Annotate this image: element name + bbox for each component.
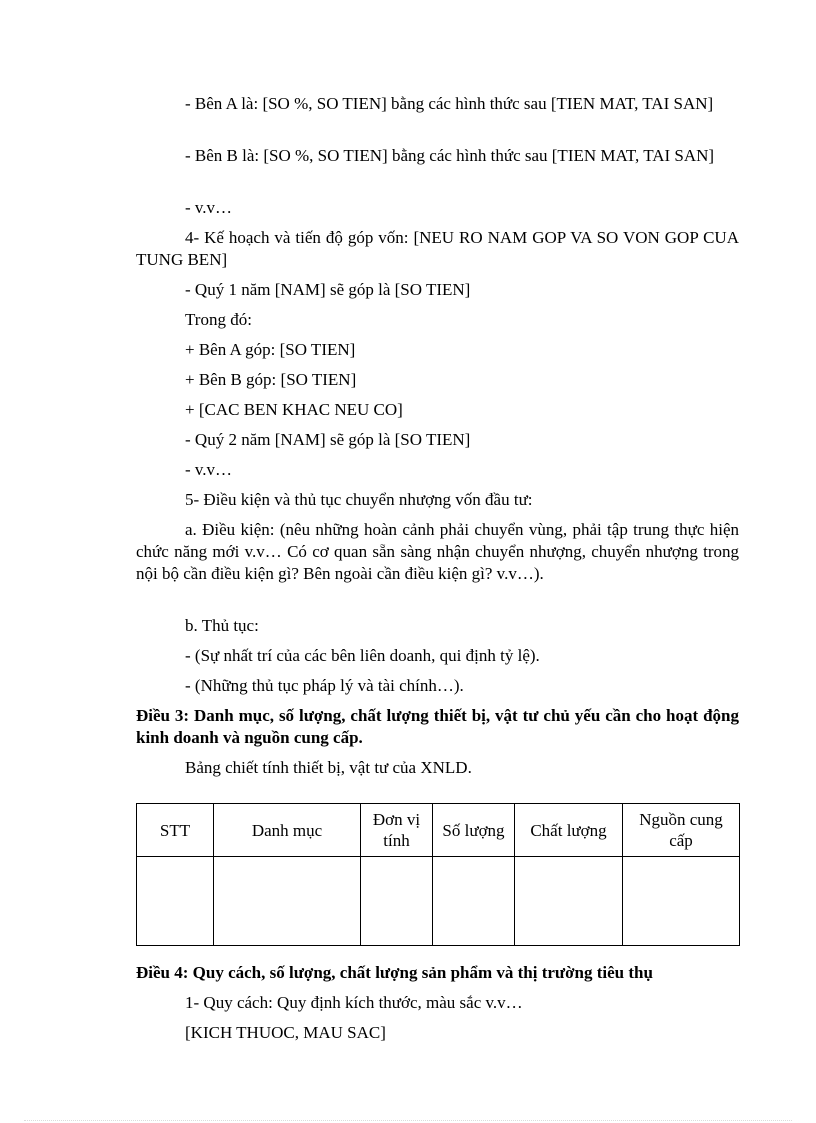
- table-row: [137, 857, 740, 946]
- table-cell: [433, 857, 515, 946]
- paragraph-dieu-kien: a. Điều kiện: (nêu những hoàn cảnh phải chuyển vùng, phải tập trung thực hiện chức năng mới v.v… Có cơ quan sẵn sàng nhận chuyển nhượng, chuyển nhượng trong nội bộ cần điều kiện gì? Bên ngoài cần điều kiện gì? v.v…).: [136, 520, 739, 583]
- heading-dieu-3: Điều 3: Danh mục, số lượng, chất lượng thiết bị, vật tư chủ yếu cần cho hoạt động kinh doanh và nguồn cung cấp.: [136, 706, 739, 747]
- paragraph-su-nhat-tri: - (Sự nhất trí của các bên liên doanh, qui định tỷ lệ).: [185, 646, 540, 665]
- table-header-row: [137, 804, 740, 857]
- paragraph-ben-a: - Bên A là: [SO %, SO TIEN] bằng các hình thức sau [TIEN MAT, TAI SAN]: [185, 94, 714, 113]
- document-page: [136, 93, 739, 1044]
- paragraph-quy-cach: 1- Quy cách: Quy định kích thước, màu sắc v.v…: [185, 993, 523, 1012]
- table-cell: [214, 857, 361, 946]
- paragraph-bang-chiet-tinh: Bảng chiết tính thiết bị, vật tư của XNLD.: [185, 758, 472, 777]
- table-cell: [515, 857, 623, 946]
- paragraph-trong-do: Trong đó:: [185, 310, 252, 329]
- paragraph-thu-tuc-phap-ly: - (Những thủ tục pháp lý và tài chính…).: [185, 676, 464, 695]
- table-cell: [361, 857, 433, 946]
- paragraph-ben-b: - Bên B là: [SO %, SO TIEN] bằng các hình thức sau [TIEN MAT, TAI SAN]: [185, 146, 715, 165]
- paragraph-vv-2: - v.v…: [185, 460, 233, 479]
- header-don-vi-tinh: Đơn vị tính: [361, 804, 433, 857]
- paragraph-ben-a-gop: + Bên A góp: [SO TIEN]: [185, 340, 356, 359]
- heading-dieu-4: Điều 4: Quy cách, số lượng, chất lượng sản phẩm và thị trường tiêu thụ: [136, 963, 653, 982]
- paragraph-ke-hoach: 4- Kế hoạch và tiến độ góp vốn: [NEU RO NAM GOP VA SO VON GOP CUA TUNG BEN]: [136, 228, 739, 269]
- header-stt: STT: [137, 804, 214, 857]
- header-chat-luong: Chất lượng: [515, 804, 623, 857]
- header-so-luong: Số lượng: [433, 804, 515, 857]
- paragraph-ben-b-gop: + Bên B góp: [SO TIEN]: [185, 370, 357, 389]
- header-danh-muc: Danh mục: [214, 804, 361, 857]
- table-cell: [623, 857, 740, 946]
- paragraph-vv-1: - v.v…: [185, 198, 233, 217]
- equipment-table-wrapper: [136, 803, 739, 946]
- table-cell: [137, 857, 214, 946]
- page-bottom-rule: [24, 1120, 792, 1121]
- paragraph-kich-thuoc: [KICH THUOC, MAU SAC]: [185, 1023, 386, 1042]
- paragraph-thu-tuc: b. Thủ tục:: [185, 616, 259, 635]
- paragraph-quy-2: - Quý 2 năm [NAM] sẽ góp là [SO TIEN]: [185, 430, 471, 449]
- paragraph-cac-ben-khac: + [CAC BEN KHAC NEU CO]: [185, 400, 403, 419]
- paragraph-dieu-kien-thu-tuc: 5- Điều kiện và thủ tục chuyển nhượng vốn đầu tư:: [185, 490, 533, 509]
- header-nguon-cung-cap: Nguồn cung cấp: [623, 804, 740, 857]
- equipment-table: [136, 803, 740, 946]
- paragraph-quy-1: - Quý 1 năm [NAM] sẽ góp là [SO TIEN]: [185, 280, 471, 299]
